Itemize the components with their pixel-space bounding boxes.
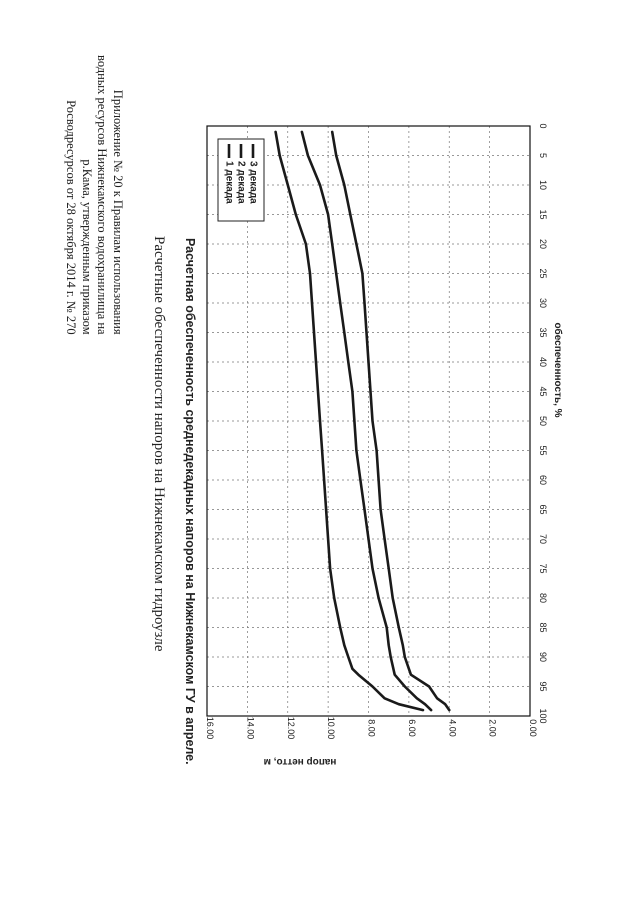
legend-label-1: 1 декада (223, 161, 235, 204)
x-tick-label: 10 (538, 179, 548, 191)
x-tick-label: 85 (538, 622, 548, 633)
x-tick-label: 95 (538, 681, 548, 692)
x-tick-label: 90 (538, 651, 548, 663)
x-tick-labels (538, 123, 548, 723)
y-tick-label: 6.00 (406, 719, 417, 737)
x-tick-label: 0 (538, 123, 548, 129)
appendix-line-3: р.Кама, утвержденным приказом (80, 159, 94, 335)
x-tick-label: 45 (538, 386, 548, 397)
appendix-line-2: водных ресурсов Нижнекамского водохранилища на (95, 55, 110, 335)
x-tick-label: 65 (538, 504, 548, 515)
x-tick-label: 5 (538, 152, 548, 159)
y-tick-label: 16.00 (205, 716, 215, 740)
x-tick-label: 80 (538, 592, 548, 604)
legend-label-3: 3 декада (247, 161, 259, 204)
x-tick-label: 30 (538, 297, 548, 309)
y-tick-label: 12.00 (285, 716, 296, 740)
y-tick-label: 2.00 (487, 719, 498, 737)
series-line-3 (332, 132, 449, 710)
x-tick-label: 25 (538, 268, 548, 279)
x-tick-label: 55 (538, 445, 548, 456)
legend-label-2: 2 декада (235, 161, 247, 204)
x-tick-label: 60 (538, 474, 548, 486)
y-axis-label: напор нетто, м (263, 756, 337, 767)
page-title: Расчетные обеспеченности напоров на Нижнекамском гидроузле (151, 236, 167, 652)
appendix-line-1: Приложение № 20 к Правилам использования (111, 89, 125, 335)
y-tick-label: 0.00 (528, 719, 538, 737)
x-axis-label: обеспеченность, % (552, 322, 563, 418)
x-tick-label: 35 (538, 327, 548, 338)
y-tick-label: 10.00 (326, 716, 337, 740)
y-tick-label: 4.00 (447, 719, 458, 737)
x-tick-label: 40 (538, 356, 548, 368)
x-tick-label: 70 (538, 533, 548, 545)
x-tick-label: 15 (538, 209, 548, 220)
x-tick-label: 75 (538, 563, 548, 574)
legend (218, 139, 264, 221)
y-tick-labels (205, 717, 538, 740)
y-tick-label: 14.00 (245, 716, 256, 740)
y-tick-label: 8.00 (366, 719, 377, 737)
x-tick-label: 100 (538, 708, 548, 724)
x-tick-label: 50 (538, 415, 548, 427)
x-tick-label: 20 (538, 238, 548, 250)
chart-title: Расчетная обеспеченность среднедекадных напоров на Нижнекамском ГУ в апреле. (183, 238, 197, 765)
appendix-line-4: Росводресурсов от 28 октября 2014 г. № 270 (64, 100, 79, 335)
